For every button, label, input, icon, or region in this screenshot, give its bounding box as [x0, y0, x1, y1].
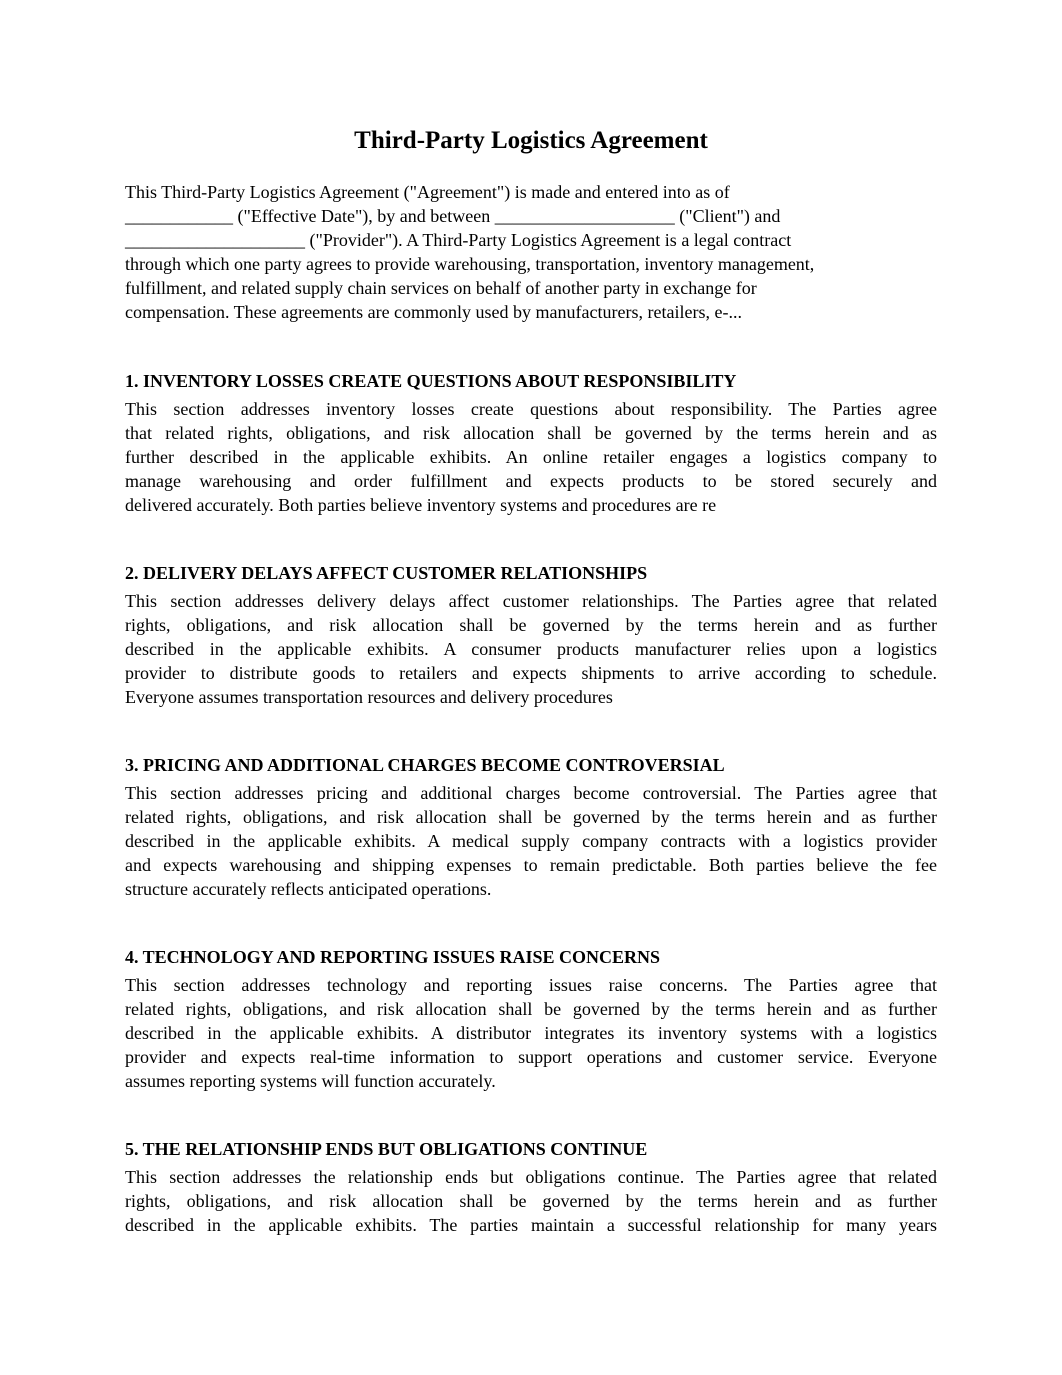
section-line: and expects warehousing and shipping expenses to remain predictable. Both parties believe the fee: [125, 855, 937, 875]
document-title: Third-Party Logistics Agreement: [354, 127, 708, 154]
intro-line: through which one party agrees to provide warehousing, transportation, inventory management,: [125, 254, 815, 274]
intro-line: ____________________ ("Provider"). A Third-Party Logistics Agreement is a legal contract: [125, 230, 792, 250]
section-line: that related rights, obligations, and risk allocation shall be governed by the terms herein and as: [125, 423, 937, 443]
section-line: Everyone assumes transportation resources and delivery procedures: [125, 687, 613, 707]
intro-line: compensation. These agreements are commonly used by manufacturers, retailers, e-...: [125, 302, 742, 322]
section-line: described in the applicable exhibits. A consumer products manufacturer relies upon a logistics: [125, 639, 937, 659]
intro-line: This Third-Party Logistics Agreement ("Agreement") is made and entered into as of: [125, 182, 730, 202]
section-line: This section addresses delivery delays affect customer relationships. The Parties agree that related: [125, 591, 937, 611]
section-heading: 5. THE RELATIONSHIP ENDS BUT OBLIGATIONS CONTINUE: [125, 1139, 648, 1159]
section-line: manage warehousing and order fulfillment and expects products to be stored securely and: [125, 471, 937, 491]
section-line: delivered accurately. Both parties believe inventory systems and procedures are re: [125, 495, 717, 515]
section-line: described in the applicable exhibits. A medical supply company contracts with a logistics provider: [125, 831, 937, 851]
section-line: rights, obligations, and risk allocation shall be governed by the terms herein and as further: [125, 615, 937, 635]
section-heading: 1. INVENTORY LOSSES CREATE QUESTIONS ABOUT RESPONSIBILITY: [125, 371, 737, 391]
section-line: related rights, obligations, and risk allocation shall be governed by the terms herein and as further: [125, 807, 937, 827]
section-line: provider and expects real-time information to support operations and customer service. Everyone: [125, 1047, 937, 1067]
section-line: This section addresses pricing and additional charges become controversial. The Parties agree that: [125, 783, 937, 803]
section-line: assumes reporting systems will function accurately.: [125, 1071, 496, 1091]
section-line: described in the applicable exhibits. A distributor integrates its inventory systems with a logistics: [125, 1023, 937, 1043]
section-line: structure accurately reflects anticipated operations.: [125, 879, 492, 899]
section-line: related rights, obligations, and risk allocation shall be governed by the terms herein and as further: [125, 999, 937, 1019]
section-line: This section addresses inventory losses create questions about responsibility. The Parties agree: [125, 399, 937, 419]
section-line: rights, obligations, and risk allocation shall be governed by the terms herein and as further: [125, 1191, 937, 1211]
section-heading: 3. PRICING AND ADDITIONAL CHARGES BECOME CONTROVERSIAL: [125, 755, 725, 775]
section-heading: 2. DELIVERY DELAYS AFFECT CUSTOMER RELATIONSHIPS: [125, 563, 648, 583]
section-line: provider to distribute goods to retailers and expects shipments to arrive according to schedule.: [125, 663, 937, 683]
section-line: This section addresses the relationship ends but obligations continue. The Parties agree that related: [125, 1167, 937, 1187]
intro-line: fulfillment, and related supply chain services on behalf of another party in exchange for: [125, 278, 757, 298]
section-line: described in the applicable exhibits. The parties maintain a successful relationship for many years: [125, 1215, 937, 1235]
section-heading: 4. TECHNOLOGY AND REPORTING ISSUES RAISE CONCERNS: [125, 947, 660, 967]
section-line: further described in the applicable exhibits. An online retailer engages a logistics company to: [125, 447, 937, 467]
section-line: This section addresses technology and reporting issues raise concerns. The Parties agree that: [125, 975, 937, 995]
intro-line: ____________ ("Effective Date"), by and between ____________________ ("Client") and: [125, 206, 781, 226]
